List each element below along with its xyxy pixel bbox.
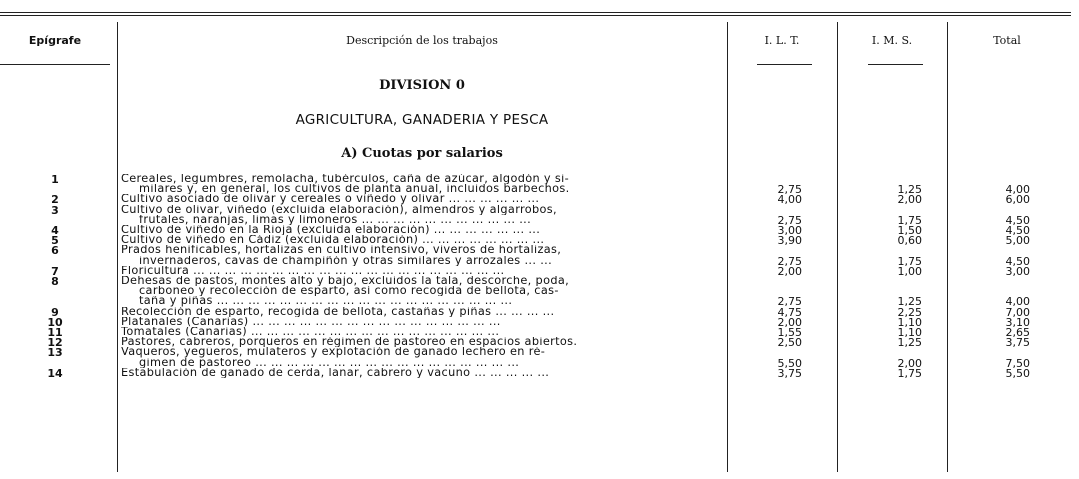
- row-ilt: 4,75: [777, 305, 802, 319]
- row-description: [121, 307, 724, 317]
- description-line: Cultivo de viñedo en Cádiz (excluida elaboración) ... ... ... ... ... ... ... ...: [121, 235, 545, 246]
- description-line: carboneo y recolección de esparto, así como recogida de bellota, cas-: [139, 286, 559, 297]
- row-ims: 2,00: [897, 356, 922, 370]
- row-ims: 1,75: [897, 213, 922, 227]
- row-epigrafe: 13: [47, 346, 63, 360]
- row-ilt: 2,50: [777, 336, 802, 350]
- description-line: Vaqueros, yegüeros, mulateros y explotación de ganado lechero en ré-: [121, 347, 546, 358]
- row-ilt: 2,75: [777, 213, 802, 227]
- row-ims: 2,00: [897, 193, 922, 207]
- row-total: 5,50: [1005, 366, 1030, 380]
- description-line: Floricultura ... ... ... ... ... ... ... ... ... ... ... ... ... ... ... ... ... ... ... ...: [121, 265, 505, 276]
- division-title: DIVISION 0: [379, 78, 465, 93]
- row-ilt: 2,00: [777, 315, 802, 329]
- row-ims: 1,00: [897, 264, 922, 278]
- sector-title: AGRICULTURA, GANADERIA Y PESCA: [295, 112, 549, 128]
- row-total: 4,00: [1005, 183, 1030, 197]
- description-line: Prados henificables, hortalizas en cultivo intensivo, viveros de hortalizas,: [121, 245, 562, 256]
- row-description: [121, 327, 724, 337]
- row-description: [121, 245, 724, 265]
- description-line: Pastores, cabreros, porqueros en régimen de pastoreo en espacios abiertos.: [121, 337, 578, 348]
- row-description: [121, 174, 724, 194]
- description-line: Cultivo de viñedo en la Rioja (excluida elaboración) ... ... ... ... ... ... ...: [121, 225, 541, 236]
- description-line: Estabulación de ganado de cerda, lanar, cabrero y vacuno ... ... ... ... ...: [121, 367, 550, 378]
- row-total: 3,00: [1005, 264, 1030, 278]
- row-epigrafe: 1: [51, 173, 59, 186]
- row-description: [121, 266, 724, 276]
- row-ims: 0,60: [897, 234, 922, 248]
- header-underline-ilt: [757, 64, 812, 65]
- row-total: 5,00: [1005, 234, 1030, 248]
- row-epigrafe: 4: [51, 224, 59, 237]
- header-total: Total: [993, 34, 1021, 47]
- row-total: 2,65: [1005, 326, 1030, 339]
- top-rule-1: [0, 12, 1071, 13]
- row-total: 6,00: [1005, 193, 1030, 207]
- row-description: [121, 337, 724, 347]
- row-description: [121, 225, 724, 235]
- row-ims: 1,10: [897, 326, 922, 339]
- row-epigrafe: 14: [47, 366, 63, 380]
- header-descripcion: Descripción de los trabajos: [346, 34, 498, 47]
- description-line: Cereales, legumbres, remolacha, tubérculos, caña de azúcar, algodón y si-: [121, 174, 570, 185]
- row-ims: 2,25: [897, 305, 922, 319]
- row-ilt: 2,75: [777, 183, 802, 197]
- row-epigrafe: 2: [51, 193, 59, 207]
- row-epigrafe: 9: [51, 305, 59, 319]
- description-line: taña y piñas ... ... ... ... ... ... ... ... ... ... ... ... ... ... ... ... ... ... ...: [139, 296, 513, 307]
- description-line: Cultivo asociado de olivar y cereales o viñedo y olivar ... ... ... ... ... ...: [121, 194, 540, 205]
- row-ims: 1,10: [897, 315, 922, 329]
- row-total: 4,00: [1005, 295, 1030, 309]
- row-ilt: 1,55: [777, 326, 802, 339]
- row-epigrafe: 6: [51, 244, 59, 258]
- row-total: 7,50: [1005, 356, 1030, 370]
- row-ims: 1,75: [897, 366, 922, 380]
- section-title: A) Cuotas por salarios: [341, 146, 503, 161]
- row-description: [121, 205, 724, 225]
- description-line: invernaderos, cavas de champiñón y otras similares y arrozales ... ...: [139, 255, 553, 266]
- header-underline-epigrafe: [0, 64, 110, 65]
- row-description: [121, 347, 724, 367]
- row-description: [121, 276, 724, 307]
- column-divider: [947, 22, 948, 472]
- row-description: [121, 235, 724, 245]
- row-ilt: 3,90: [777, 234, 802, 248]
- row-ilt: 2,75: [777, 254, 802, 268]
- row-ims: 1,25: [897, 336, 922, 350]
- header-ilt: I. L. T.: [764, 34, 800, 47]
- row-ilt: 3,75: [777, 366, 802, 380]
- description-line: milares y, en general, los cultivos de planta anual, incluidos barbechos.: [139, 184, 570, 195]
- row-ilt: 2,75: [777, 295, 802, 309]
- top-rule-2: [0, 15, 1071, 16]
- row-description: [121, 368, 724, 378]
- header-epigrafe: Epígrafe: [28, 34, 82, 47]
- header-underline-ims: [868, 64, 923, 65]
- row-total: 3,75: [1005, 336, 1030, 350]
- row-ims: 1,50: [897, 224, 922, 237]
- row-epigrafe: 8: [51, 275, 59, 288]
- row-epigrafe: 12: [47, 336, 63, 350]
- row-total: 4,50: [1005, 213, 1030, 227]
- row-ilt: 5,50: [777, 356, 802, 370]
- row-description: [121, 194, 724, 204]
- row-epigrafe: 10: [47, 315, 63, 329]
- row-total: 3,10: [1005, 315, 1030, 329]
- description-line: Dehesas de pastos, montes alto y bajo, excluidos la tala, descorche, poda,: [121, 276, 570, 287]
- row-total: 4,50: [1005, 224, 1030, 237]
- header-ims: I. M. S.: [871, 34, 913, 47]
- row-ilt: 2,00: [777, 264, 802, 278]
- row-ims: 1,75: [897, 254, 922, 268]
- row-ilt: 4,00: [777, 193, 802, 207]
- description-line: Platanales (Canarias) ... ... ... ... ... ... ... ... ... ... ... ... ... ... ... ...: [121, 316, 501, 327]
- description-line: Recolección de esparto, recogida de bellota, castañas y piñas ... ... ... ...: [121, 306, 555, 317]
- row-ims: 1,25: [897, 295, 922, 309]
- row-epigrafe: 3: [51, 203, 59, 217]
- description-line: frutales, naranjas, limas y limoneros ... ... ... ... ... ... ... ... ... ... ...: [139, 214, 532, 225]
- row-total: 7,00: [1005, 305, 1030, 319]
- column-divider: [727, 22, 728, 472]
- description-line: Tomatales (Canarias) ... ... ... ... ... ... ... ... ... ... ... ... ... ... ... ...: [121, 327, 500, 338]
- row-description: [121, 317, 724, 327]
- description-line: Cultivo de olivar, viñedo (excluida elaboración), almendros y algarrobos,: [121, 204, 557, 215]
- row-ims: 1,25: [897, 183, 922, 197]
- column-divider: [837, 22, 838, 472]
- row-epigrafe: 11: [47, 326, 63, 339]
- description-line: gimen de pastoreo ... ... ... ... ... ... ... ... ... ... ... ... ... ... ... ... ...: [139, 357, 520, 368]
- row-epigrafe: 5: [51, 234, 59, 248]
- row-total: 4,50: [1005, 254, 1030, 268]
- row-ilt: 3,00: [777, 224, 802, 237]
- row-epigrafe: 7: [51, 264, 59, 278]
